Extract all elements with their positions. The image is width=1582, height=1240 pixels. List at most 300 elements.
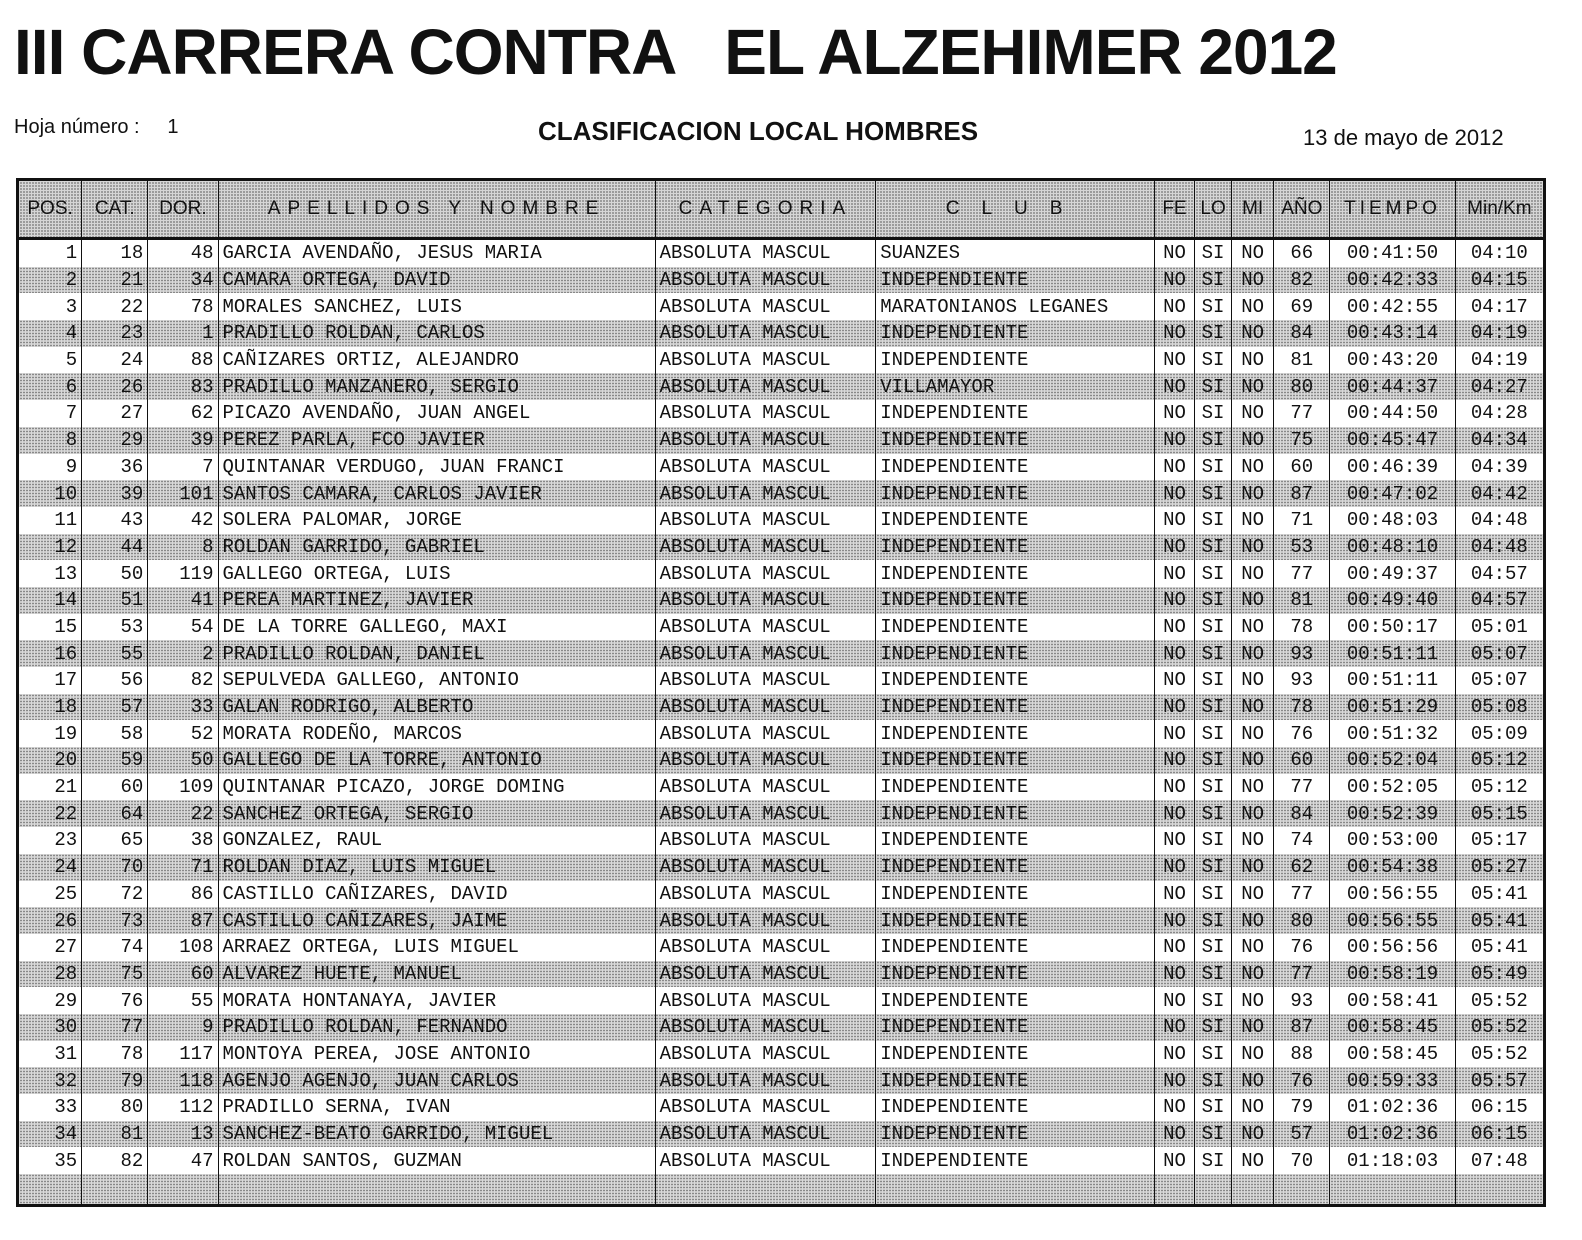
- fe-cell: NO: [1154, 1121, 1194, 1148]
- mi-cell: NO: [1232, 694, 1274, 721]
- club-cell: INDEPENDIENTE: [876, 534, 1155, 561]
- time-cell: 00:52:39: [1330, 800, 1455, 827]
- mi-cell: NO: [1232, 400, 1274, 427]
- club-cell: INDEPENDIENTE: [876, 267, 1155, 294]
- category-rank-cell: 72: [82, 881, 148, 908]
- table-row: [18, 961, 1545, 988]
- column-header-mi: MI: [1232, 180, 1274, 239]
- category-cell: ABSOLUTA MASCUL: [655, 800, 876, 827]
- lo-cell: SI: [1195, 774, 1232, 801]
- time-cell: 00:54:38: [1330, 854, 1455, 881]
- time-cell: 01:18:03: [1330, 1147, 1455, 1174]
- mi-cell: NO: [1232, 614, 1274, 641]
- mi-cell: NO: [1232, 454, 1274, 481]
- lo-cell: SI: [1195, 800, 1232, 827]
- birth-year-cell: 77: [1274, 560, 1330, 587]
- birth-year-cell: 77: [1274, 961, 1330, 988]
- category-cell: ABSOLUTA MASCUL: [655, 427, 876, 454]
- category-rank-cell: 65: [82, 827, 148, 854]
- runner-name-cell: PEREZ PARLA, FCO JAVIER: [218, 427, 655, 454]
- bib-number-cell: 117: [148, 1041, 218, 1068]
- time-cell: 00:44:37: [1330, 373, 1455, 400]
- pace-cell: 04:57: [1455, 560, 1544, 587]
- fe-cell: NO: [1154, 1014, 1194, 1041]
- position-cell: 9: [18, 454, 82, 481]
- category-rank-cell: 77: [82, 1014, 148, 1041]
- category-cell: ABSOLUTA MASCUL: [655, 587, 876, 614]
- club-cell: INDEPENDIENTE: [876, 694, 1155, 721]
- club-cell: INDEPENDIENTE: [876, 1014, 1155, 1041]
- club-cell: INDEPENDIENTE: [876, 480, 1155, 507]
- fe-cell: NO: [1154, 400, 1194, 427]
- category-rank-cell: 43: [82, 507, 148, 534]
- empty-cell: [1195, 1174, 1232, 1206]
- time-cell: 00:45:47: [1330, 427, 1455, 454]
- runner-name-cell: SANTOS CAMARA, CARLOS JAVIER: [218, 480, 655, 507]
- category-cell: ABSOLUTA MASCUL: [655, 560, 876, 587]
- empty-cell: [82, 1174, 148, 1206]
- fe-cell: NO: [1154, 854, 1194, 881]
- fe-cell: NO: [1154, 640, 1194, 667]
- fe-cell: NO: [1154, 694, 1194, 721]
- bib-number-cell: 83: [148, 373, 218, 400]
- lo-cell: SI: [1195, 320, 1232, 347]
- fe-cell: NO: [1154, 827, 1194, 854]
- club-cell: INDEPENDIENTE: [876, 614, 1155, 641]
- mi-cell: NO: [1232, 640, 1274, 667]
- runner-name-cell: PRADILLO ROLDAN, FERNANDO: [218, 1014, 655, 1041]
- birth-year-cell: 93: [1274, 987, 1330, 1014]
- position-cell: 20: [18, 747, 82, 774]
- birth-year-cell: 66: [1274, 239, 1330, 267]
- club-cell: INDEPENDIENTE: [876, 800, 1155, 827]
- table-row: [18, 1014, 1545, 1041]
- position-cell: 32: [18, 1067, 82, 1094]
- lo-cell: SI: [1195, 961, 1232, 988]
- club-cell: INDEPENDIENTE: [876, 587, 1155, 614]
- time-cell: 00:49:37: [1330, 560, 1455, 587]
- table-row: [18, 934, 1545, 961]
- club-cell: INDEPENDIENTE: [876, 827, 1155, 854]
- runner-name-cell: ROLDAN SANTOS, GUZMAN: [218, 1147, 655, 1174]
- pace-cell: 04:48: [1455, 534, 1544, 561]
- category-cell: ABSOLUTA MASCUL: [655, 400, 876, 427]
- mi-cell: NO: [1232, 987, 1274, 1014]
- birth-year-cell: 69: [1274, 293, 1330, 320]
- category-cell: ABSOLUTA MASCUL: [655, 1067, 876, 1094]
- time-cell: 01:02:36: [1330, 1121, 1455, 1148]
- position-cell: 8: [18, 427, 82, 454]
- position-cell: 14: [18, 587, 82, 614]
- birth-year-cell: 53: [1274, 534, 1330, 561]
- mi-cell: NO: [1232, 347, 1274, 374]
- table-row: [18, 987, 1545, 1014]
- bib-number-cell: 50: [148, 747, 218, 774]
- category-cell: ABSOLUTA MASCUL: [655, 1094, 876, 1121]
- category-cell: ABSOLUTA MASCUL: [655, 961, 876, 988]
- mi-cell: NO: [1232, 827, 1274, 854]
- bib-number-cell: 55: [148, 987, 218, 1014]
- category-rank-cell: 44: [82, 534, 148, 561]
- table-row: [18, 320, 1545, 347]
- mi-cell: NO: [1232, 1014, 1274, 1041]
- fe-cell: NO: [1154, 961, 1194, 988]
- category-cell: ABSOLUTA MASCUL: [655, 267, 876, 294]
- race-date: 13 de mayo de 2012: [1303, 125, 1504, 150]
- category-cell: ABSOLUTA MASCUL: [655, 854, 876, 881]
- mi-cell: NO: [1232, 667, 1274, 694]
- club-cell: MARATONIANOS LEGANES: [876, 293, 1155, 320]
- runner-name-cell: MORATA RODEÑO, MARCOS: [218, 720, 655, 747]
- mi-cell: NO: [1232, 507, 1274, 534]
- runner-name-cell: PRADILLO MANZANERO, SERGIO: [218, 373, 655, 400]
- fe-cell: NO: [1154, 1067, 1194, 1094]
- bib-number-cell: 39: [148, 427, 218, 454]
- table-row: [18, 694, 1545, 721]
- position-cell: 5: [18, 347, 82, 374]
- time-cell: 00:56:55: [1330, 881, 1455, 908]
- lo-cell: SI: [1195, 907, 1232, 934]
- empty-cell: [1455, 1174, 1544, 1206]
- mi-cell: NO: [1232, 587, 1274, 614]
- table-row: [18, 1067, 1545, 1094]
- lo-cell: SI: [1195, 427, 1232, 454]
- time-cell: 00:42:55: [1330, 293, 1455, 320]
- club-cell: INDEPENDIENTE: [876, 507, 1155, 534]
- runner-name-cell: QUINTANAR VERDUGO, JUAN FRANCI: [218, 454, 655, 481]
- fe-cell: NO: [1154, 1147, 1194, 1174]
- runner-name-cell: DE LA TORRE GALLEGO, MAXI: [218, 614, 655, 641]
- position-cell: 24: [18, 854, 82, 881]
- time-cell: 00:58:45: [1330, 1041, 1455, 1068]
- bib-number-cell: 22: [148, 800, 218, 827]
- position-cell: 27: [18, 934, 82, 961]
- pace-cell: 05:09: [1455, 720, 1544, 747]
- club-cell: INDEPENDIENTE: [876, 987, 1155, 1014]
- empty-row: [18, 1174, 1545, 1206]
- category-rank-cell: 80: [82, 1094, 148, 1121]
- runner-name-cell: PRADILLO SERNA, IVAN: [218, 1094, 655, 1121]
- time-cell: 00:43:20: [1330, 347, 1455, 374]
- table-row: [18, 1121, 1545, 1148]
- page-title: III CARRERA CONTRA EL ALZEHIMER 2012: [14, 16, 1337, 88]
- category-rank-cell: 58: [82, 720, 148, 747]
- club-cell: INDEPENDIENTE: [876, 1067, 1155, 1094]
- bib-number-cell: 13: [148, 1121, 218, 1148]
- lo-cell: SI: [1195, 507, 1232, 534]
- lo-cell: SI: [1195, 720, 1232, 747]
- column-header-lo: LO: [1195, 180, 1232, 239]
- bib-number-cell: 119: [148, 560, 218, 587]
- category-cell: ABSOLUTA MASCUL: [655, 347, 876, 374]
- mi-cell: NO: [1232, 1094, 1274, 1121]
- pace-cell: 04:39: [1455, 454, 1544, 481]
- birth-year-cell: 87: [1274, 1014, 1330, 1041]
- table-row: [18, 774, 1545, 801]
- club-cell: INDEPENDIENTE: [876, 1147, 1155, 1174]
- pace-cell: 05:07: [1455, 667, 1544, 694]
- column-header-pos: POS.: [18, 180, 82, 239]
- mi-cell: NO: [1232, 961, 1274, 988]
- club-cell: INDEPENDIENTE: [876, 400, 1155, 427]
- time-cell: 00:47:02: [1330, 480, 1455, 507]
- position-cell: 3: [18, 293, 82, 320]
- mi-cell: NO: [1232, 373, 1274, 400]
- mi-cell: NO: [1232, 293, 1274, 320]
- pace-cell: 05:01: [1455, 614, 1544, 641]
- table-row: [18, 347, 1545, 374]
- club-cell: VILLAMAYOR: [876, 373, 1155, 400]
- category-rank-cell: 23: [82, 320, 148, 347]
- category-cell: ABSOLUTA MASCUL: [655, 774, 876, 801]
- empty-cell: [876, 1174, 1155, 1206]
- empty-cell: [1232, 1174, 1274, 1206]
- fe-cell: NO: [1154, 427, 1194, 454]
- fe-cell: NO: [1154, 747, 1194, 774]
- time-cell: 01:02:36: [1330, 1094, 1455, 1121]
- lo-cell: SI: [1195, 373, 1232, 400]
- birth-year-cell: 84: [1274, 800, 1330, 827]
- time-cell: 00:52:04: [1330, 747, 1455, 774]
- position-cell: 7: [18, 400, 82, 427]
- header-row: [18, 180, 1545, 239]
- position-cell: 17: [18, 667, 82, 694]
- position-cell: 31: [18, 1041, 82, 1068]
- runner-name-cell: PRADILLO ROLDAN, DANIEL: [218, 640, 655, 667]
- pace-cell: 04:34: [1455, 427, 1544, 454]
- category-rank-cell: 36: [82, 454, 148, 481]
- table-row: [18, 560, 1545, 587]
- runner-name-cell: GALLEGO ORTEGA, LUIS: [218, 560, 655, 587]
- birth-year-cell: 76: [1274, 720, 1330, 747]
- time-cell: 00:58:45: [1330, 1014, 1455, 1041]
- pace-cell: 05:52: [1455, 987, 1544, 1014]
- birth-year-cell: 82: [1274, 267, 1330, 294]
- position-cell: 30: [18, 1014, 82, 1041]
- position-cell: 1: [18, 239, 82, 267]
- birth-year-cell: 80: [1274, 907, 1330, 934]
- fe-cell: NO: [1154, 720, 1194, 747]
- fe-cell: NO: [1154, 293, 1194, 320]
- position-cell: 10: [18, 480, 82, 507]
- club-cell: INDEPENDIENTE: [876, 774, 1155, 801]
- club-cell: INDEPENDIENTE: [876, 454, 1155, 481]
- time-cell: 00:49:40: [1330, 587, 1455, 614]
- column-header-minkm: Min/Km: [1455, 180, 1544, 239]
- category-rank-cell: 79: [82, 1067, 148, 1094]
- birth-year-cell: 88: [1274, 1041, 1330, 1068]
- category-cell: ABSOLUTA MASCUL: [655, 480, 876, 507]
- lo-cell: SI: [1195, 454, 1232, 481]
- time-cell: 00:51:11: [1330, 667, 1455, 694]
- position-cell: 22: [18, 800, 82, 827]
- lo-cell: SI: [1195, 694, 1232, 721]
- column-header-categoria: CATEGORIA: [655, 180, 876, 239]
- mi-cell: NO: [1232, 854, 1274, 881]
- lo-cell: SI: [1195, 1041, 1232, 1068]
- birth-year-cell: 60: [1274, 747, 1330, 774]
- fe-cell: NO: [1154, 267, 1194, 294]
- table-row: [18, 747, 1545, 774]
- lo-cell: SI: [1195, 587, 1232, 614]
- fe-cell: NO: [1154, 1094, 1194, 1121]
- birth-year-cell: 93: [1274, 640, 1330, 667]
- mi-cell: NO: [1232, 1147, 1274, 1174]
- position-cell: 35: [18, 1147, 82, 1174]
- table-row: [18, 667, 1545, 694]
- birth-year-cell: 84: [1274, 320, 1330, 347]
- club-cell: INDEPENDIENTE: [876, 640, 1155, 667]
- position-cell: 6: [18, 373, 82, 400]
- category-cell: ABSOLUTA MASCUL: [655, 1147, 876, 1174]
- birth-year-cell: 70: [1274, 1147, 1330, 1174]
- mi-cell: NO: [1232, 720, 1274, 747]
- bib-number-cell: 118: [148, 1067, 218, 1094]
- table-row: [18, 427, 1545, 454]
- fe-cell: NO: [1154, 881, 1194, 908]
- birth-year-cell: 60: [1274, 454, 1330, 481]
- bib-number-cell: 9: [148, 1014, 218, 1041]
- runner-name-cell: QUINTANAR PICAZO, JORGE DOMING: [218, 774, 655, 801]
- category-rank-cell: 64: [82, 800, 148, 827]
- birth-year-cell: 77: [1274, 881, 1330, 908]
- fe-cell: NO: [1154, 560, 1194, 587]
- time-cell: 00:41:50: [1330, 239, 1455, 267]
- pace-cell: 05:17: [1455, 827, 1544, 854]
- pace-cell: 04:27: [1455, 373, 1544, 400]
- pace-cell: 05:52: [1455, 1041, 1544, 1068]
- birth-year-cell: 78: [1274, 614, 1330, 641]
- runner-name-cell: ROLDAN DIAZ, LUIS MIGUEL: [218, 854, 655, 881]
- mi-cell: NO: [1232, 934, 1274, 961]
- bib-number-cell: 62: [148, 400, 218, 427]
- bib-number-cell: 54: [148, 614, 218, 641]
- category-cell: ABSOLUTA MASCUL: [655, 667, 876, 694]
- lo-cell: SI: [1195, 1094, 1232, 1121]
- pace-cell: 06:15: [1455, 1094, 1544, 1121]
- table-row: [18, 720, 1545, 747]
- bib-number-cell: 108: [148, 934, 218, 961]
- fe-cell: NO: [1154, 987, 1194, 1014]
- empty-cell: [1330, 1174, 1455, 1206]
- lo-cell: SI: [1195, 347, 1232, 374]
- pace-cell: 04:17: [1455, 293, 1544, 320]
- position-cell: 18: [18, 694, 82, 721]
- bib-number-cell: 109: [148, 774, 218, 801]
- position-cell: 11: [18, 507, 82, 534]
- category-cell: ABSOLUTA MASCUL: [655, 293, 876, 320]
- mi-cell: NO: [1232, 881, 1274, 908]
- category-cell: ABSOLUTA MASCUL: [655, 720, 876, 747]
- birth-year-cell: 77: [1274, 774, 1330, 801]
- category-cell: ABSOLUTA MASCUL: [655, 907, 876, 934]
- birth-year-cell: 87: [1274, 480, 1330, 507]
- table-row: [18, 907, 1545, 934]
- club-cell: INDEPENDIENTE: [876, 1094, 1155, 1121]
- lo-cell: SI: [1195, 1147, 1232, 1174]
- table-row: [18, 507, 1545, 534]
- time-cell: 00:46:39: [1330, 454, 1455, 481]
- lo-cell: SI: [1195, 480, 1232, 507]
- runner-name-cell: CASTILLO CAÑIZARES, JAIME: [218, 907, 655, 934]
- pace-cell: 05:07: [1455, 640, 1544, 667]
- birth-year-cell: 76: [1274, 1067, 1330, 1094]
- runner-name-cell: CAÑIZARES ORTIZ, ALEJANDRO: [218, 347, 655, 374]
- position-cell: 15: [18, 614, 82, 641]
- pace-cell: 04:42: [1455, 480, 1544, 507]
- category-rank-cell: 60: [82, 774, 148, 801]
- pace-cell: 04:19: [1455, 347, 1544, 374]
- runner-name-cell: MORATA HONTANAYA, JAVIER: [218, 987, 655, 1014]
- table-row: [18, 614, 1545, 641]
- pace-cell: 04:15: [1455, 267, 1544, 294]
- category-rank-cell: 29: [82, 427, 148, 454]
- bib-number-cell: 86: [148, 881, 218, 908]
- bib-number-cell: 101: [148, 480, 218, 507]
- lo-cell: SI: [1195, 854, 1232, 881]
- runner-name-cell: CASTILLO CAÑIZARES, DAVID: [218, 881, 655, 908]
- bib-number-cell: 88: [148, 347, 218, 374]
- category-cell: ABSOLUTA MASCUL: [655, 694, 876, 721]
- pace-cell: 05:12: [1455, 774, 1544, 801]
- time-cell: 00:52:05: [1330, 774, 1455, 801]
- mi-cell: NO: [1232, 534, 1274, 561]
- category-cell: ABSOLUTA MASCUL: [655, 987, 876, 1014]
- time-cell: 00:51:29: [1330, 694, 1455, 721]
- runner-name-cell: CAMARA ORTEGA, DAVID: [218, 267, 655, 294]
- position-cell: 34: [18, 1121, 82, 1148]
- lo-cell: SI: [1195, 747, 1232, 774]
- mi-cell: NO: [1232, 800, 1274, 827]
- empty-cell: [148, 1174, 218, 1206]
- bib-number-cell: 7: [148, 454, 218, 481]
- table-row: [18, 1041, 1545, 1068]
- time-cell: 00:53:00: [1330, 827, 1455, 854]
- empty-cell: [655, 1174, 876, 1206]
- category-cell: ABSOLUTA MASCUL: [655, 373, 876, 400]
- runner-name-cell: ROLDAN GARRIDO, GABRIEL: [218, 534, 655, 561]
- runner-name-cell: SANCHEZ-BEATO GARRIDO, MIGUEL: [218, 1121, 655, 1148]
- category-cell: ABSOLUTA MASCUL: [655, 1014, 876, 1041]
- lo-cell: SI: [1195, 1067, 1232, 1094]
- runner-name-cell: PICAZO AVENDAÑO, JUAN ANGEL: [218, 400, 655, 427]
- category-cell: ABSOLUTA MASCUL: [655, 239, 876, 267]
- birth-year-cell: 75: [1274, 427, 1330, 454]
- empty-cell: [18, 1174, 82, 1206]
- mi-cell: NO: [1232, 239, 1274, 267]
- column-header-dor: DOR.: [148, 180, 218, 239]
- lo-cell: SI: [1195, 1121, 1232, 1148]
- category-rank-cell: 18: [82, 239, 148, 267]
- pace-cell: 07:48: [1455, 1147, 1544, 1174]
- club-cell: INDEPENDIENTE: [876, 854, 1155, 881]
- category-rank-cell: 27: [82, 400, 148, 427]
- pace-cell: 04:19: [1455, 320, 1544, 347]
- time-cell: 00:42:33: [1330, 267, 1455, 294]
- position-cell: 4: [18, 320, 82, 347]
- fe-cell: NO: [1154, 614, 1194, 641]
- mi-cell: NO: [1232, 480, 1274, 507]
- time-cell: 00:56:55: [1330, 907, 1455, 934]
- column-header-anio: AÑO: [1274, 180, 1330, 239]
- runner-name-cell: SOLERA PALOMAR, JORGE: [218, 507, 655, 534]
- birth-year-cell: 74: [1274, 827, 1330, 854]
- birth-year-cell: 71: [1274, 507, 1330, 534]
- club-cell: INDEPENDIENTE: [876, 1041, 1155, 1068]
- mi-cell: NO: [1232, 907, 1274, 934]
- lo-cell: SI: [1195, 293, 1232, 320]
- empty-cell: [218, 1174, 655, 1206]
